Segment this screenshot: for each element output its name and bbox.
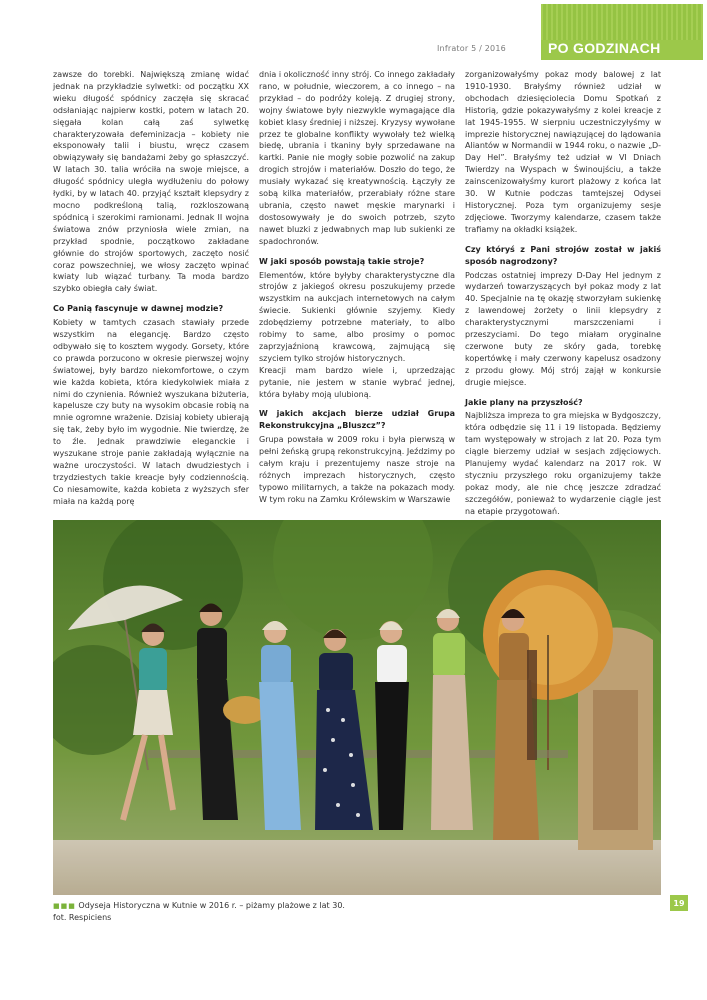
paragraph: zorganizowałyśmy pokaz mody balowej z lat 1910-1930. Brałyśmy również udział w obchodach dziesięciolecia Domu Spotkań z Historią, gdzie pokazywałyśmy z kolei kreacje z lat 1945-1955. W sierpniu uczestniczyłyśmy w imprezie historycznej nawiązującej do lądowania Aliantów w Normandii w 1944 roku, o nazwie „D-Day Hel”. Brałyśmy też udział w VI Dniach Twierdzy na Wyspach w Świnoujściu, a także zainscenizowałyśmy kurort plażowy z końca lat 30. W Kutnie podczas tamtejszej Odysei Historycznej. Poza tym organizujemy sesje zdjęciowe. Tworzymy kalendarze, czasem także trafiamy na okładki książek. (465, 70, 661, 234)
photo-credit: fot. Respiciens (53, 913, 112, 922)
paragraph: Grupa powstała w 2009 roku i była pierwszą w pełni żeńską grupą rekonstrukcyjną. Jeździmy po całym kraju i prezentujemy nasze stroje na różnych imprezach historycznych, często typowo militarnych, a także na pokazach mody. W tym roku na Zamku Królewskim w Warszawie (259, 435, 455, 504)
page-number: 19 (670, 895, 688, 911)
photo-illustration (53, 520, 661, 895)
paragraph: dnia i okoliczność inny strój. Co innego zakładały rano, w południe, wieczorem, a co innego – na przykład – do podróży koleją. Z drugiej strony, wojny światowe były niezwykle wymagające dla kobiet klasy średniej i niższej. Kryzysy wywołane przez te globalne konflikty wywołały też wielką biedę, ubrania i tkaniny były sprzedawane na kartki. Panie nie mogły sobie pozwolić na zakup drogich strojów i materiałów. Doszło do tego, że musiały wykazać się kreatywnością. Łączyły ze sobą kilka materiałów, przerabiały różne stare ubrania, często nawet męskie marynarki i dostosowywały je do swoich potrzeb, szyto nawet bluzki z jedwabnych map lub sukienki ze spadochronów. (259, 70, 455, 246)
caption-marker: ■■■ (53, 902, 76, 910)
interview-question: Jakie plany na przyszłość? (465, 397, 583, 407)
article-column-2 (259, 69, 455, 506)
interview-question: W jaki sposób powstają takie stroje? (259, 256, 425, 266)
interview-question: W jakich akcjach bierze udział Grupa Rekonstrukcyjna „Bluszcz”? (259, 409, 455, 431)
caption-text: Odyseja Historyczna w Kutnie w 2016 r. – piżamy plażowe z lat 30. (78, 901, 345, 910)
article-column-3 (465, 69, 661, 518)
paragraph: zawsze do torebki. Największą zmianę widać jednak na przykładzie sylwetki: od początku XX wieku długość spódnicy zaczęła się skracać odsłaniając najpierw kostki, potem w latach 20. sięgała kolan całą zaś sylwetkę charakteryzowała defeminizacja – kobiety nie eksponowały talii i biustu, wręcz czasem obwiązywały się bandażami żeby go spłaszczyć. W latach 30. talia wróciła na swoje miejsce, a długość spódnicy uległa wydłużeniu do połowy łydki, by w latach 40. przyjąć kształt klepsydry z mocno podkreśloną talią, rozkloszowaną spódnicą i szerokimi ramionami. Jednak II wojna światowa znów przyniosła wiele zmian, na przykład spodnie, początkowo zakładane głównie do strojów sportowych, zaczęto nosić coraz powszechniej, we włosy zaczęto wpinać kwiaty lub wiązać turbany. Ta moda bardzo szybko obiegła cały świat. (53, 70, 249, 294)
paragraph: Elementów, które byłyby charakterystyczne dla strojów z jakiegoś okresu poszukujemy przede wszystkim na aukcjach internetowych na całym świecie. Sukienki głównie szyjemy. Kiedy zdobędziemy potrzebne materiały, to albo robimy to same, albo prosimy o pomoc zaprzyjaźnioną krawcową, zajmującą się szyciem tylko strojów historycznych. (259, 270, 455, 363)
paragraph: Najbliższa impreza to gra miejska w Bydgoszczy, która odbędzie się 11 i 19 listopada. Będziemy tam występowały w strojach z lat 20. Poza tym ciągle bierzemy udział w sesjach zdjęciowych. Planujemy wydać kalendarz na 2017 rok. W styczniu przyszłego roku organizujemy także pokaz mody, ale nie chcę jeszcze zdradzać szczegółów, ponieważ to wydarzenie ciągle jest na etapie przygotowań. (465, 411, 661, 516)
interview-question: Czy któryś z Pani strojów został w jakiś sposób nagrodzony? (465, 244, 661, 266)
paragraph: Kreacji mam bardzo wiele i, uprzedzając pytanie, nie jestem w stanie wybrać jednej, która byłaby moją ulubioną. (259, 365, 455, 399)
article-column-1 (53, 69, 249, 508)
paragraph: Podczas ostatniej imprezy D-Day Hel jednym z wydarzeń towarzyszących był pokaz mody z lat 40. Specjalnie na tę okazję stworzyłam sukienkę z lawendowej żorżety o linii klepsydry z charakterystycznymi marszczeniami i przeszyciami. Do tego miałam oryginalne czerwone buty ze skóry gada, torebkę kopertówkę i mały czerwony kapelusz osadzony z przodu głowy. Mój strój zajął w konkursie drugie miejsce. (465, 270, 661, 387)
issue-label: Infrator 5 / 2016 (437, 44, 506, 53)
section-header-texture (541, 4, 703, 40)
interview-question: Co Panią fascynuje w dawnej modzie? (53, 304, 224, 314)
group-photo (53, 520, 661, 895)
paragraph: Kobiety w tamtych czasach stawiały przede wszystkim na elegancję. Bardzo często odbywało się to kosztem wygody. Gorsety, które co prawda porzucono w okresie pierwszej wojny światowej, były bardzo niekomfortowe, o czym wie każda kobieta, która kiedykolwiek miała z nimi do czynienia. Również wyszukana biżuteria, kapelusze czy buty na wysokim obcasie robią na mnie ogromne wrażenie. Dzisiaj kobiety ubierają się tak, żeby było im wygodnie. Nie twierdzę, że to źle. Jednak prawdziwie eleganckie i wyszukane stroje panie zakładają wyłącznie na ważne uroczystości. W latach dwudziestych i trzydziestych takie kreacje były codziennością. Co niesamowite, każda kobieta z wyższych sfer miała na każdą porę (53, 318, 249, 506)
photo-caption (53, 900, 653, 923)
section-title: PO GODZINACH (548, 40, 661, 56)
